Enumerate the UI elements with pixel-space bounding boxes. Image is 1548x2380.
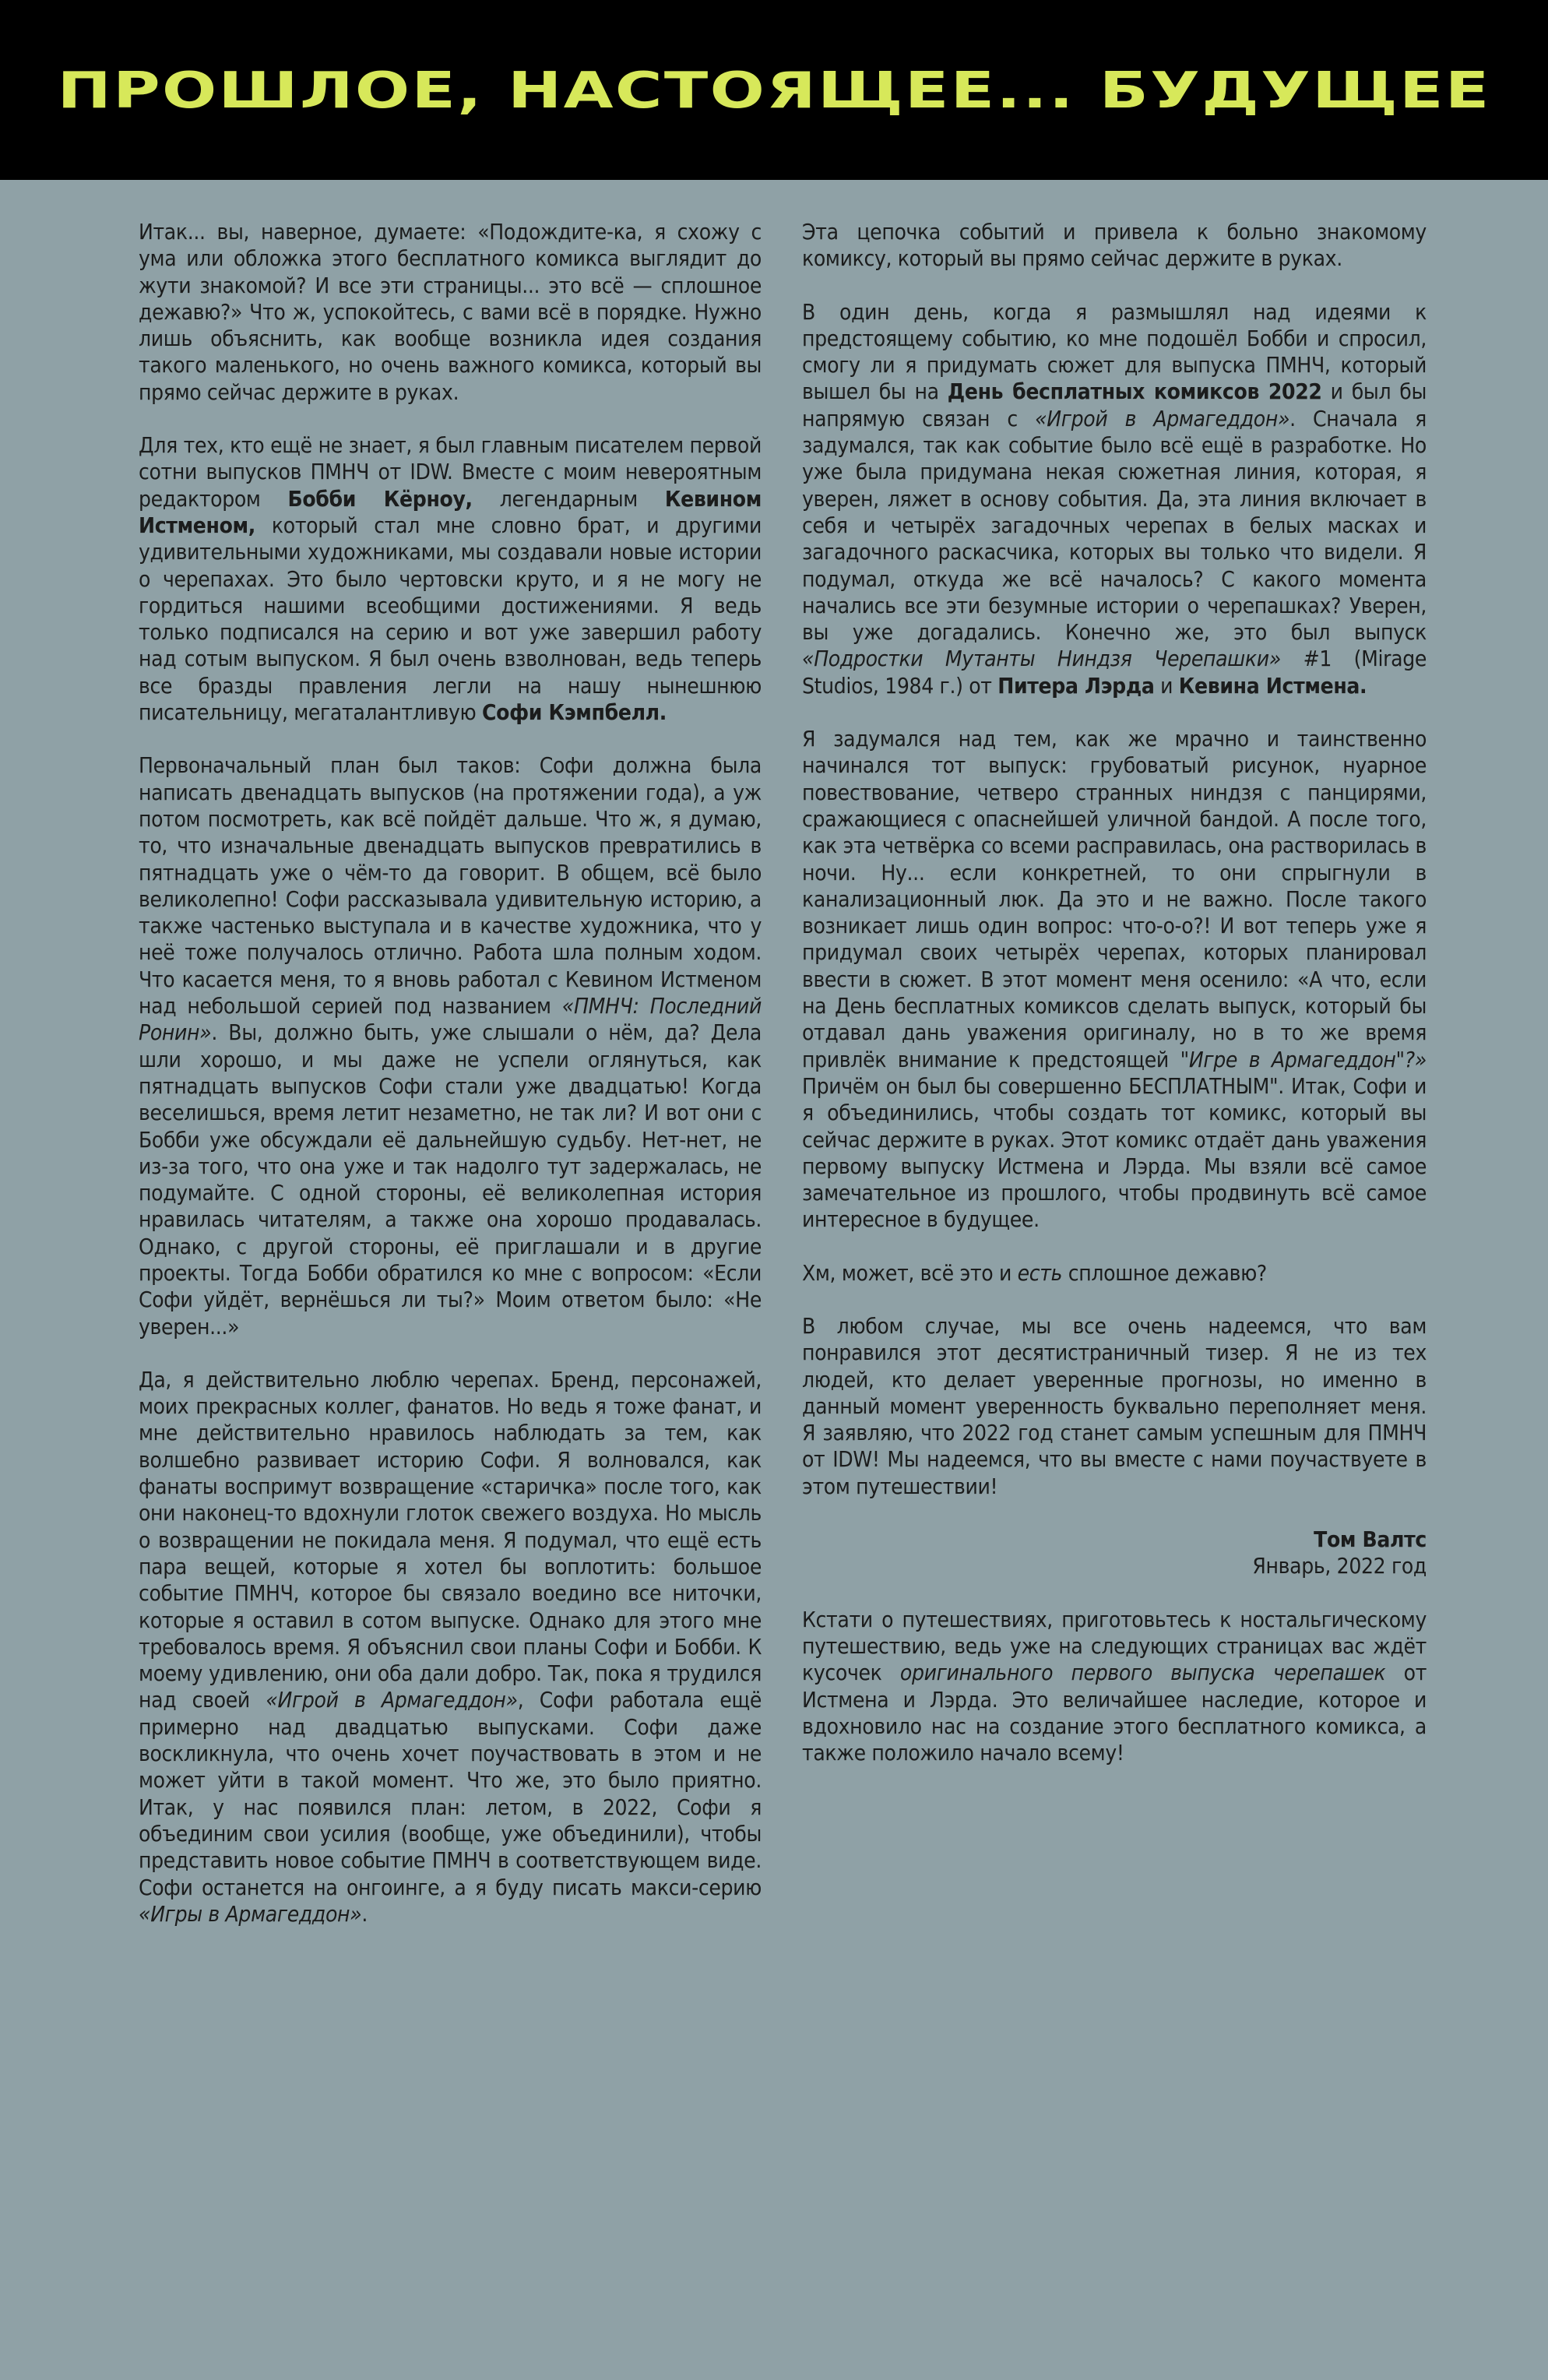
- text-run: В один день, когда я размышлял над идеями к предстоящему событию, ко мне подошёл Бобби и спросил, смогу ли я придумать сюжет для выпуска ПМНЧ, который вышел бы на: [802, 298, 1427, 405]
- title-tmnt-original: «Подростки Мутанты Ниндзя Черепашки»: [802, 646, 1281, 672]
- paragraph-editors: [139, 432, 762, 726]
- title-armageddon-game: «Игрой в Армагеддон»: [266, 1687, 518, 1713]
- author-date: Январь, 2022 год: [1252, 1553, 1427, 1579]
- text-run: Кстати о путешествиях, приготовьтесь к ностальгическому путешествию, ведь уже на следующих страницах вас ждёт кусочек: [802, 1606, 1427, 1686]
- text-run: легендарным: [472, 485, 665, 512]
- title-banner: [0, 0, 1548, 180]
- text-run: от Истмена и Лэрда. Это величайшее наследие, которое и вдохновило нас на создание этого бесплатного комикса, а также положило начало всему!: [802, 1660, 1427, 1766]
- text-run: Для тех, кто ещё не знает, я был главным писателем первой сотни выпусков ПМНЧ от IDW. Вместе с моим невероятным редактором: [139, 432, 762, 512]
- paragraph-chain: Эта цепочка событий и привела к больно знакомому комиксу, который вы прямо сейчас держите в руках.: [802, 219, 1427, 272]
- text-run: .: [361, 1900, 368, 1927]
- event-fcbd-2022: День бесплатных комиксов 2022: [947, 378, 1322, 405]
- text-run: который стал мне словно брат, и другими удивительными художниками, мы создавали новые истории о черепахах. Это было чертовски круто, и я не могу не гордиться нашими всеобщими достижениями. Я ведь только подписался на серию и вот уже завершил работу над сотым выпуском. Я был очень взволнован, ведь теперь все бразды правления легли на нашу нынешнюю писательницу, мегаталантливую: [139, 512, 762, 726]
- text-run: сплошное дежавю?: [1062, 1259, 1267, 1286]
- paragraph-love-turtles: [139, 1367, 762, 1928]
- text-run: Причём он был бы совершенно БЕСПЛАТНЫМ". Итак, Софи и я объединились, чтобы создать тот комикс, который вы сейчас держите в руках. Этот комикс отдаёт дань уважения первому выпуску Истмена и Лэрда. Мы взяли всё самое замечательное из прошлого, чтобы продвинуть всё самое интересное в будущее.: [802, 1072, 1427, 1233]
- title-last-ronin: «ПМНЧ: Последний Ронин»: [139, 993, 762, 1046]
- right-column: [802, 219, 1427, 1793]
- emphasis-word: есть: [1017, 1259, 1063, 1286]
- text-run: Хм, может, всё это и: [802, 1259, 1018, 1286]
- name-kevin-eastman: Кевином Истменом,: [139, 485, 762, 538]
- name-kevin-eastman: Кевина Истмена.: [1178, 672, 1367, 699]
- paragraph-dejavu: [802, 1260, 1427, 1287]
- author-name: Том Валтс: [1314, 1526, 1427, 1553]
- name-bobby-curnow: Бобби Кёрноу,: [287, 485, 473, 512]
- signature-block: [802, 1526, 1427, 1580]
- text-run: Первоначальный план был таков: Софи должна была написать двенадцать выпусков (на протяжении года), а уж потом посмотреть, как всё пойдёт дальше. Что ж, я думаю, то, что изначальные двенадцать выпусков превратились в пятнадцать уже о чём-то да говорит. В общем, всё было великолепно! Софи рассказывала удивительную историю, а также частенько выступала и в качестве художника, что у неё тоже получалось отлично. Работа шла полным ходом. Что касается меня, то я вновь работал с Кевином Истменом над небольшой серией под названием: [139, 752, 762, 1019]
- text-run: и был бы напрямую связан с: [802, 378, 1427, 431]
- page-title: ПРОШЛОЕ, НАСТОЯЩЕЕ... БУДУЩЕЕ: [57, 60, 1491, 120]
- paragraph-plan: [139, 752, 762, 1340]
- text-run: Я задумался над тем, как же мрачно и таинственно начинался тот выпуск: грубоватый рисунок, нуарное повествование, четверо странных ниндзя с панцирями, сражающиеся с опаснейшей уличной бандой. А после того, как эта четвёрка со всеми расправилась, она растворилась в ночи. Ну... если конкретней, то они спрыгнули в канализационный люк. Да это и не важно. После такого возникает лишь один вопрос: что-о-о?! И вот теперь уже я придумал своих четырёх черепах, которых планировал ввести в сюжет. В этот момент меня осенило: «А что, если на День бесплатных комиксов сделать выпуск, который бы отдавал дань уважения оригиналу, но в то же время привлёк внимание к предстоящей: [802, 726, 1427, 1072]
- paragraph-origin: [802, 726, 1427, 1234]
- title-armageddon-game: «Игры в Армагеддон»: [139, 1900, 362, 1927]
- paragraph-intro: Итак... вы, наверное, думаете: «Подождите-ка, я схожу с ума или обложка этого бесплатного комикса выглядит до жути знакомой? И все эти страницы... это всё — сплошное дежавю?» Что ж, успокойтесь, с вами всё в порядке. Нужно лишь объяснить, как вообще возникла идея создания такого маленького, но очень важного комикса, который вы прямо сейчас держите в руках.: [139, 219, 762, 405]
- paragraph-hope: В любом случае, мы все очень надеемся, что вам понравился этот десятистраничный тизер. Я не из тех людей, кто делает уверенные прогнозы, но именно в данный момент уверенность буквально переполняет меня. Я заявляю, что 2022 год станет самым успешным для ПМНЧ от IDW! Мы надеемся, что вы вместе с нами поучаствуете в этом путешествии!: [802, 1312, 1427, 1499]
- text-run: #1 (Mirage Studios, 1984 г.) от: [802, 646, 1427, 699]
- title-armageddon-game: «Игрой в Армагеддон»: [1035, 405, 1290, 431]
- text-run: и: [1154, 672, 1179, 699]
- name-peter-laird: Питера Лэрда: [997, 672, 1155, 699]
- text-run: Да, я действительно люблю черепах. Бренд, персонажей, моих прекрасных коллег, фанатов. Но ведь я тоже фанат, и мне действительно нравилось наблюдать за тем, как волшебно развивает историю Софи. Я волновался, как фанаты воспримут возвращение «старичка» после того, как они наконец-то вдохнули глоток свежего воздуха. Но мысль о возвращении не покидала меня. Я подумал, что ещё есть пара вещей, которые я хотел бы воплотить: большое событие ПМНЧ, которое бы связало воедино все ниточки, которые я оставил в сотом выпуске. Однако для этого мне требовалось время. Я объяснил свои планы Софи и Бобби. К моему удивлению, они оба дали добро. Так, пока я трудился над своей: [139, 1366, 762, 1713]
- text-run: . Сначала я задумался, так как событие было всё ещё в разработке. Но уже была придумана некая сюжетная линия, которая, я уверен, ляжет в основу события. Да, эта линия включает в себя и четырёх загадочных черепах в белых масках и загадочного раскасчика, которых вы только что видели. Я подумал, откуда же всё началось? С какого момента начались все эти безумные истории о черепашках? Уверен, вы уже догадались. Конечно же, это был выпуск: [802, 405, 1427, 646]
- text-run: . Вы, должно быть, уже слышали о нём, да? Дела шли хорошо, и мы даже не успели оглянуться, как пятнадцать выпусков Софи стали уже двадцатью! Когда веселишься, время летит незаметно, не так ли? И вот они с Бобби уже обсуждали её дальнейшую судьбу. Нет-нет, не из-за того, что она уже и так надолго тут задержалась, не подумайте. С одной стороны, её великолепная история нравилась читателям, а также она хорошо продавалась. Однако, с другой стороны, её приглашали и в другие проекты. Тогда Бобби обратился ко мне с вопросом: «Если Софи уйдёт, вернёшься ли ты?» Моим ответом было: «Не уверен...»: [139, 1019, 762, 1340]
- paragraph-journey: [802, 1607, 1427, 1767]
- paragraph-fcbd: [802, 299, 1427, 699]
- emphasis-original-issue: оригинального первого выпуска черепашек: [899, 1660, 1386, 1686]
- left-column: [139, 219, 762, 1954]
- name-sophie-campbell: Софи Кэмпбелл.: [482, 699, 667, 726]
- title-armageddon-game: "Игре в Армагеддон"?»: [1180, 1046, 1427, 1072]
- text-run: , Софи работала ещё примерно над двадцатью выпусками. Софи даже воскликнула, что очень хочет поучаствовать в этом и не может уйти в такой момент. Что же, это было приятно. Итак, у нас появился план: летом, в 2022, Софи я объединим свои усилия (вообще, уже объединили), чтобы представить новое событие ПМНЧ в соответствующем виде. Софи останется на онгоинге, а я буду писать макси-серию: [139, 1687, 762, 1900]
